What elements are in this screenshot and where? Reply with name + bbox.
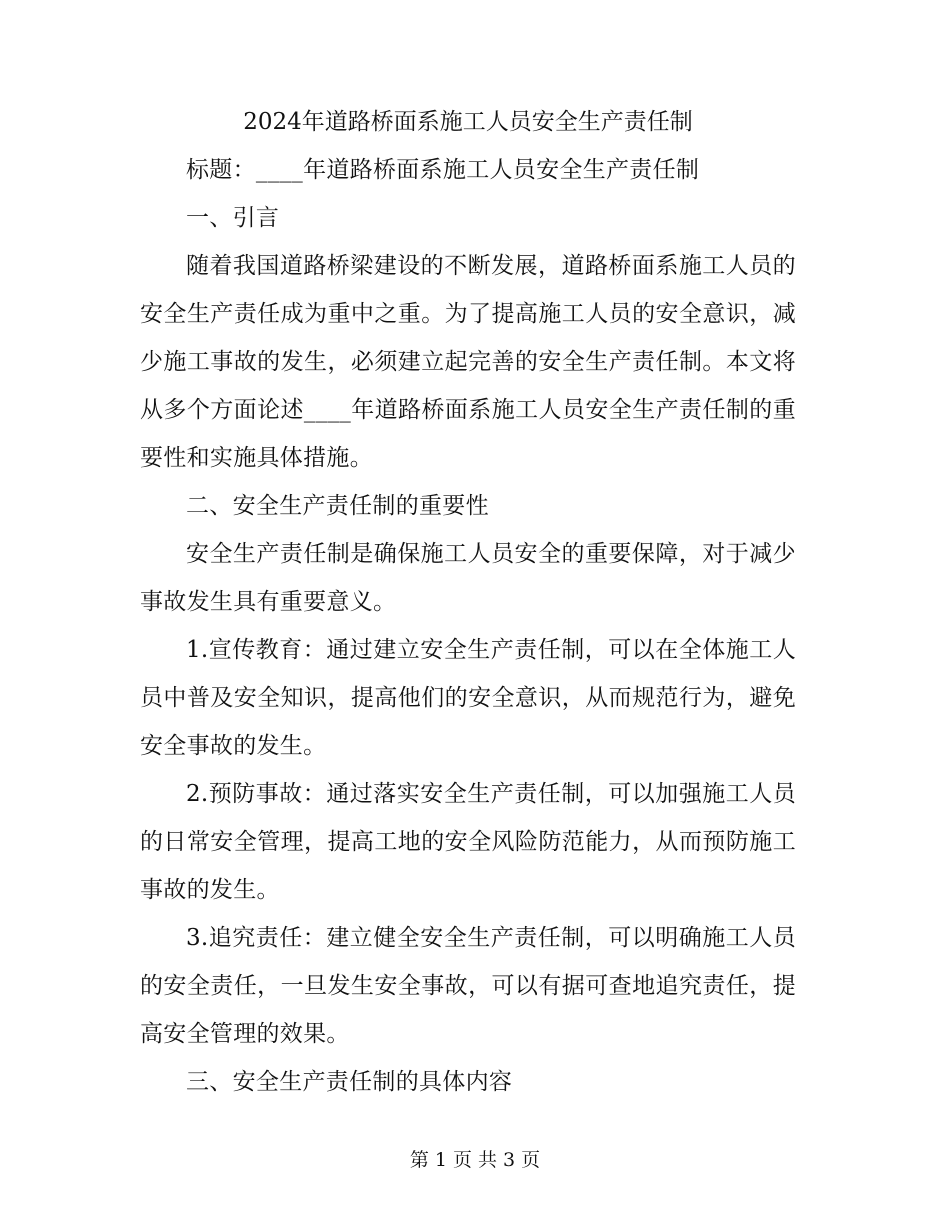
importance-paragraph: 安全生产责任制是确保施工人员安全的重要保障，对于减少事故发生具有重要意义。 xyxy=(140,541,796,615)
list-item-accountability: 3.追究责任：建立健全安全生产责任制，可以明确施工人员的安全责任，一旦发生安全事故，可以有据可查地追究责任，提高安全管理的效果。 xyxy=(140,925,796,1047)
section-heading-introduction: 一、引言 xyxy=(186,205,280,231)
list-item-education: 1.宣传教育：通过建立安全生产责任制，可以在全体施工人员中普及安全知识，提高他们的安全意识，从而规范行为，避免安全事故的发生。 xyxy=(140,637,796,759)
section-heading-importance: 二、安全生产责任制的重要性 xyxy=(186,493,489,519)
document-title: 2024年道路桥面系施工人员安全生产责任制 xyxy=(243,109,693,135)
list-item-prevention: 2.预防事故：通过落实安全生产责任制，可以加强施工人员的日常安全管理，提高工地的安全风险防范能力，从而预防施工事故的发生。 xyxy=(140,781,796,903)
page-number-footer: 第 1 页 共 3 页 xyxy=(409,1149,541,1171)
section-heading-content: 三、安全生产责任制的具体内容 xyxy=(186,1069,513,1095)
intro-paragraph: 随着我国道路桥梁建设的不断发展，道路桥面系施工人员的安全生产责任成为重中之重。为了提高施工人员的安全意识，减少施工事故的发生，必须建立起完善的安全生产责任制。本文将从多个方面论述____年道路桥面系施工人员安全生产责任制的重要性和实施具体措施。 xyxy=(140,253,796,471)
document-body xyxy=(140,98,796,1106)
subtitle-line: 标题：____年道路桥面系施工人员安全生产责任制 xyxy=(186,157,700,183)
